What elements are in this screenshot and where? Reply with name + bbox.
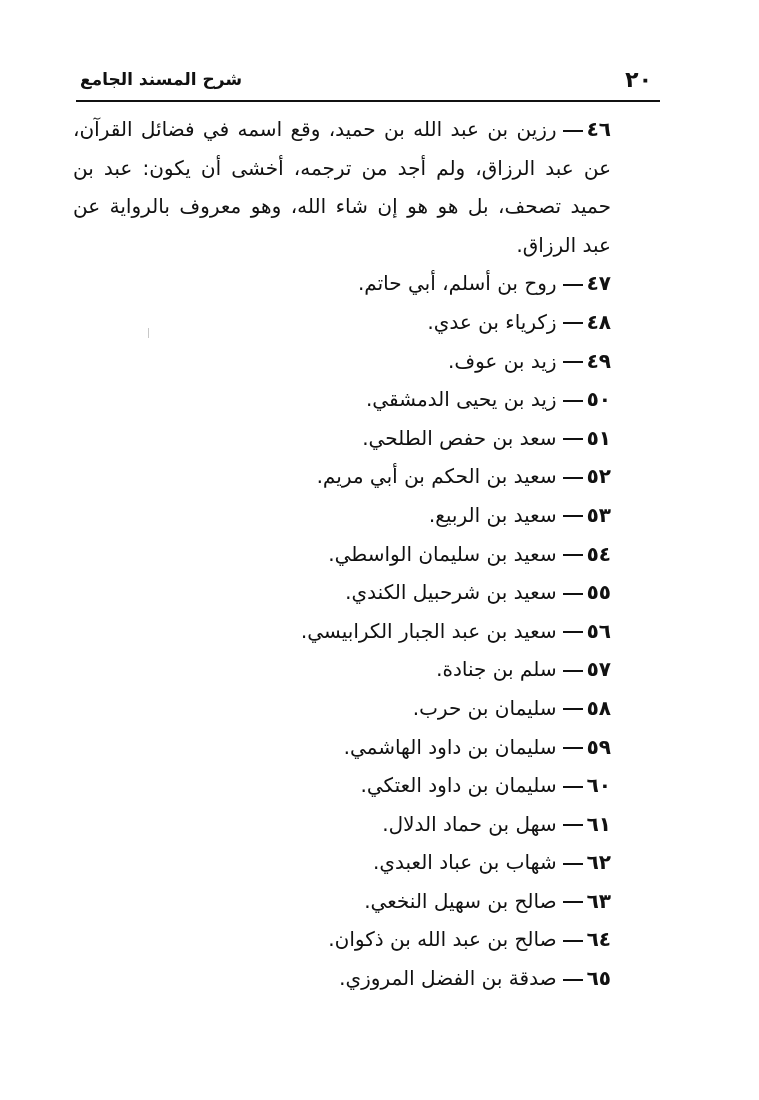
- entry-text: سليمان بن حرب.: [412, 695, 557, 720]
- page-header: [76, 68, 656, 98]
- entry-text: سليمان بن داود العتكي.: [360, 773, 557, 798]
- entry-text: سعيد بن عبد الجبار الكرابيسي.: [300, 618, 557, 643]
- dash: [563, 863, 583, 865]
- entry-text: سعيد بن سليمان الواسطي.: [328, 541, 557, 566]
- dash: [563, 786, 583, 788]
- entry-number: ٥١: [586, 425, 611, 450]
- dash: [563, 361, 583, 363]
- dash: [563, 477, 583, 479]
- dash: [563, 284, 583, 286]
- dash: [563, 708, 583, 710]
- entry-number: ٦١: [586, 811, 611, 836]
- dash: [563, 824, 583, 826]
- entry-number: ٥٧: [586, 657, 611, 682]
- list-item: [73, 110, 611, 264]
- entry-number: ٥٨: [586, 695, 611, 720]
- dash: [563, 400, 583, 402]
- list-item: [73, 419, 611, 458]
- entry-number: ٥٤: [586, 541, 611, 566]
- list-item: [73, 959, 611, 998]
- dash: [563, 631, 583, 633]
- entry-text: سعيد بن الربيع.: [428, 502, 557, 527]
- entry-text: سعد بن حفص الطلحي.: [362, 425, 557, 450]
- dash: [563, 438, 583, 440]
- list-item: [73, 535, 611, 574]
- entry-text: سعيد بن الحكم بن أبي مريم.: [316, 464, 557, 489]
- entry-number: ٥٢: [586, 464, 611, 489]
- entry-number: ٤٦: [586, 117, 611, 141]
- list-item: [73, 650, 611, 689]
- entry-text: شهاب بن عباد العبدي.: [373, 850, 557, 875]
- list-item: [73, 882, 611, 921]
- entry-text: صالح بن سهيل النخعي.: [364, 888, 557, 913]
- list-item: [73, 728, 611, 767]
- list-item: [73, 843, 611, 882]
- running-title: شرح المسند الجامع: [80, 70, 243, 90]
- entry-number: ٦٠: [586, 773, 611, 798]
- list-item: [73, 496, 611, 535]
- entry-text: صالح بن عبد الله بن ذكوان.: [328, 927, 557, 952]
- entry-text: زكرياء بن عدي.: [427, 309, 557, 334]
- header-rule: [76, 100, 660, 102]
- list-item: [73, 303, 611, 342]
- entry-text: سهل بن حماد الدلال.: [382, 811, 557, 836]
- list-item: [73, 342, 611, 381]
- dash: [563, 593, 583, 595]
- narrator-list: [73, 110, 611, 998]
- entry-text: سلم بن جنادة.: [436, 657, 557, 682]
- list-item: [73, 612, 611, 651]
- entry-number: ٤٩: [586, 348, 611, 373]
- entry-text: زيد بن يحيى الدمشقي.: [365, 387, 557, 412]
- list-item: [73, 920, 611, 959]
- dash: [563, 515, 583, 517]
- page-number: ٢٠: [625, 68, 652, 93]
- entry-text: سليمان بن داود الهاشمي.: [343, 734, 557, 759]
- list-item: [73, 805, 611, 844]
- entry-text: رزين بن عبد الله بن حميد، وقع اسمه في فضائل القرآن، عن عبد الرزاق، ولم أجد من ترجمه، أخشى أن يكون: عبد بن حميد تصحف، بل هو هو إن شاء الله، وهو معروف بالرواية عن عبد الرزاق.: [73, 117, 611, 257]
- entry-number: ٥٣: [586, 502, 611, 527]
- entry-text: صدقة بن الفضل المروزي.: [339, 966, 557, 991]
- dash: [563, 940, 583, 942]
- list-item: [73, 573, 611, 612]
- entry-number: ٥٠: [586, 387, 611, 412]
- entry-number: ٦٥: [586, 966, 611, 991]
- entry-text: سعيد بن شرحبيل الكندي.: [345, 580, 557, 605]
- dash: [563, 670, 583, 672]
- dash: [563, 130, 583, 132]
- list-item: [73, 689, 611, 728]
- dash: [563, 901, 583, 903]
- dash: [563, 554, 583, 556]
- list-item: [73, 766, 611, 805]
- entry-number: ٥٦: [586, 618, 611, 643]
- entry-text: روح بن أسلم، أبي حاتم.: [357, 271, 557, 296]
- entry-number: ٤٨: [586, 309, 611, 334]
- list-item: [73, 380, 611, 419]
- entry-number: ٥٥: [586, 580, 611, 605]
- dash: [563, 322, 583, 324]
- entry-number: ٥٩: [586, 734, 611, 759]
- list-item: [73, 264, 611, 303]
- dash: [563, 747, 583, 749]
- list-item: [73, 457, 611, 496]
- entry-number: ٦٣: [586, 888, 611, 913]
- entry-text: زيد بن عوف.: [447, 348, 557, 373]
- entry-number: ٦٤: [586, 927, 611, 952]
- entry-number: ٤٧: [586, 271, 611, 296]
- entry-number: ٦٢: [586, 850, 611, 875]
- dash: [563, 979, 583, 981]
